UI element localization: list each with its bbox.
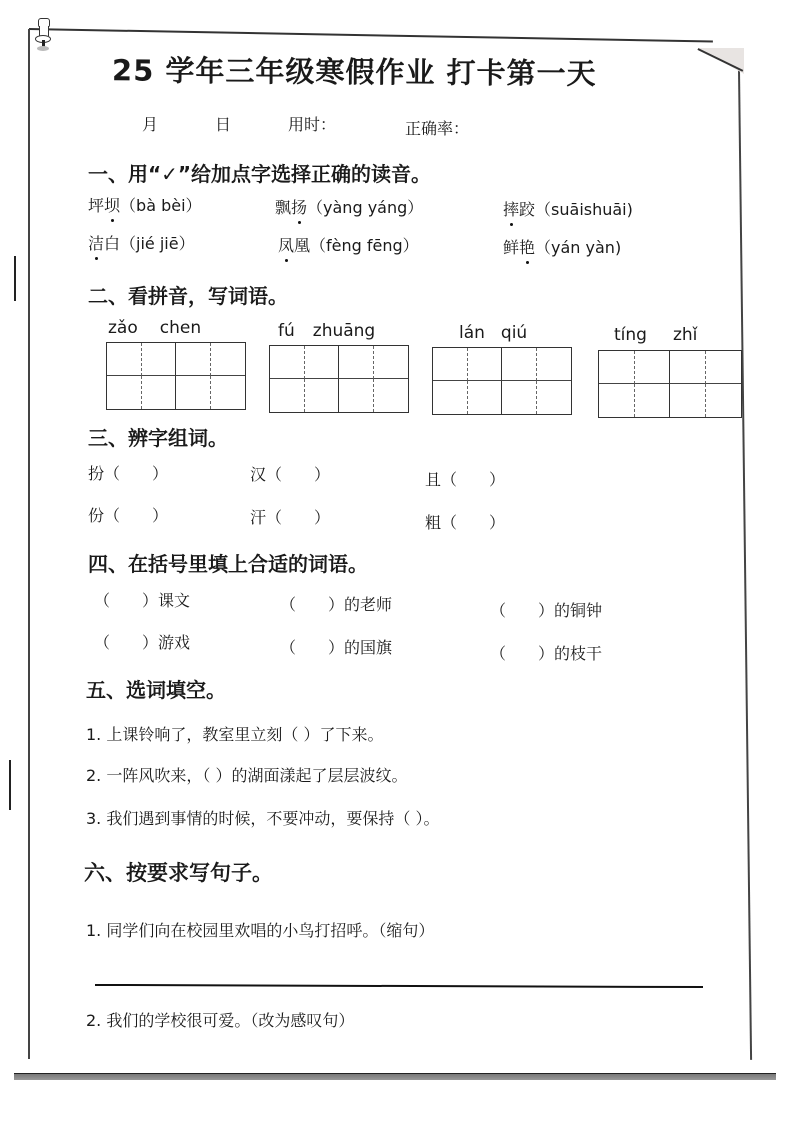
paper-edge-bottom	[14, 1073, 776, 1080]
pinyin-choice-item: 洁白（jié jiē）	[88, 231, 195, 254]
writing-grid[interactable]	[598, 350, 742, 418]
word-group-item: 汉（ ）	[250, 465, 331, 484]
pushpin-icon	[36, 18, 50, 50]
pinyin-choice-item: 飘扬（yàng yáng）	[275, 195, 423, 218]
word-group-item: 扮（ ）	[88, 464, 169, 483]
fill-sentence-item: 1. 上课铃响了，教室里立刻（ ）了下来。	[86, 725, 384, 744]
time-label: 用时：	[288, 115, 337, 134]
section-1-heading: 一、用“✓”给加点字选择正确的读音。	[88, 162, 432, 186]
binding-mark	[9, 760, 11, 810]
section-6-heading: 六、按要求写句子。	[84, 861, 273, 885]
section-3-heading: 三、辨字组词。	[88, 426, 228, 450]
rewrite-sentence-item: 2. 我们的学校很可爱。（改为感叹句）	[86, 1011, 355, 1030]
pinyin-label: lán qiú	[459, 323, 528, 343]
pinyin-choice-item: 坪坝（bà bèi）	[88, 193, 202, 216]
fill-phrase-item: （ ）课文	[94, 591, 191, 610]
pinyin-label: zǎo chen	[108, 318, 202, 338]
page-title: 25 学年三年级寒假作业 打卡第一天	[111, 53, 597, 91]
paper-edge-left	[28, 29, 30, 1059]
fill-phrase-item: （ ）的铜钟	[490, 601, 603, 620]
fill-sentence-item: 3. 我们遇到事情的时候，不要冲动，要保持（ ）。	[86, 809, 440, 828]
month-label: 月	[142, 115, 159, 134]
section-4-heading: 四、在括号里填上合适的词语。	[88, 552, 368, 576]
section-5-heading: 五、选词填空。	[86, 678, 226, 702]
fill-phrase-item: （ ）的国旗	[280, 638, 393, 657]
section-2-heading: 二、看拼音，写词语。	[88, 284, 288, 308]
writing-grid[interactable]	[269, 345, 409, 413]
paper-edge-top	[29, 28, 713, 43]
pinyin-choice-item: 摔跤（suāishuāi)	[503, 197, 633, 220]
paper-edge-right	[738, 70, 752, 1060]
binding-mark	[14, 256, 16, 301]
word-group-item: 份（ ）	[88, 506, 169, 525]
answer-line[interactable]	[95, 984, 703, 988]
fill-sentence-item: 2. 一阵风吹来，（ ）的湖面漾起了层层波纹。	[86, 766, 408, 785]
day-label: 日	[215, 115, 232, 134]
pinyin-label: tíng zhǐ	[614, 325, 698, 345]
fill-phrase-item: （ ）的老师	[280, 595, 393, 614]
rewrite-sentence-item: 1. 同学们向在校园里欢唱的小鸟打招呼。（缩句）	[86, 921, 435, 940]
word-group-item: 汗（ ）	[250, 508, 331, 527]
writing-grid[interactable]	[106, 342, 246, 410]
pinyin-choice-item: 凤凰（fèng fēng）	[278, 233, 419, 256]
writing-grid[interactable]	[432, 347, 572, 415]
accuracy-label: 正确率：	[405, 119, 470, 138]
pinyin-label: fú zhuāng	[278, 321, 376, 341]
pinyin-choice-item: 鲜艳（yán yàn)	[503, 235, 621, 258]
word-group-item: 粗（ ）	[425, 513, 506, 532]
word-group-item: 且（ ）	[425, 470, 506, 489]
fill-phrase-item: （ ）的枝干	[490, 644, 603, 663]
fill-phrase-item: （ ）游戏	[94, 633, 191, 652]
